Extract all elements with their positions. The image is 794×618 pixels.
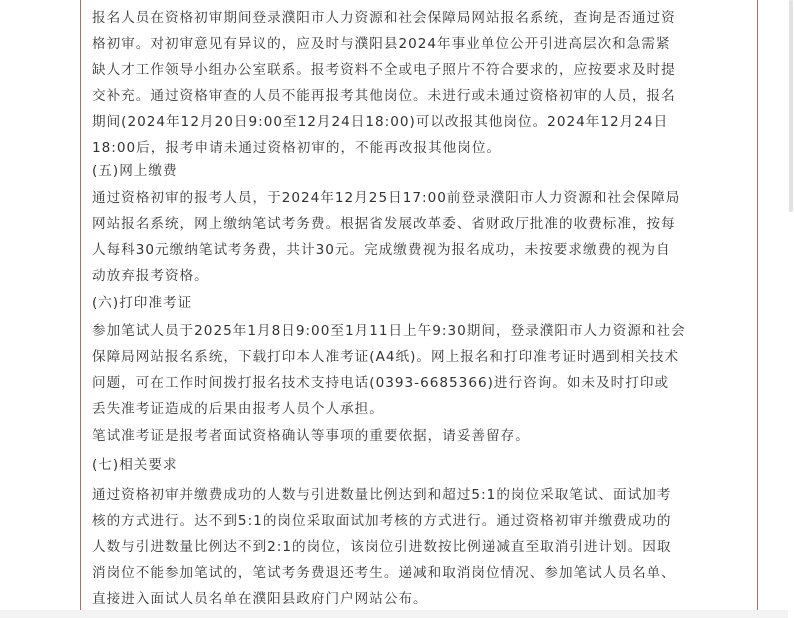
section-heading-requirements (92, 452, 748, 478)
text-line: 通过资格初审的报考人员，于2024年12月25日17:00前登录濮阳市人力资源和社会保障局 (92, 190, 681, 206)
heading-text: (五)网上缴费 (92, 163, 178, 179)
text-line: 格初审。对初审意见有异议的，应及时与濮阳县2024年事业单位公开引进高层次和急需紧 (92, 36, 671, 52)
text-line: 保障局网站报名系统，下载打印本人准考证(A4纸)。网上报名和打印准考证时遇到相关技术 (92, 349, 680, 365)
heading-text: (六)打印准考证 (92, 295, 193, 311)
text-line: 核的方式进行。达不到5:1的岗位采取面试加考核的方式进行。通过资格初审并缴费成功的 (92, 513, 672, 529)
text-line: 参加笔试人员于2025年1月8日9:00至1月11日上午9:30期间，登录濮阳市人力资源和社会 (92, 323, 686, 339)
section-heading-print-admission (92, 290, 748, 316)
text-line: 笔试准考证是报考者面试资格确认等事项的重要依据，请妥善留存。 (92, 428, 530, 444)
text-line: 人每科30元缴纳笔试考务费，共计30元。完成缴费视为报名成功，未按要求缴费的视为自 (92, 242, 671, 258)
text-line: 交补充。通过资格审查的人员不能再报考其他岗位。未进行或未通过资格初审的人员，报名 (92, 88, 676, 104)
text-line: 报名人员在资格初审期间登录濮阳市人力资源和社会保障局网站报名系统，查询是否通过资 (92, 10, 676, 26)
paragraph-requirements (92, 482, 748, 612)
paragraph-online-payment (92, 185, 748, 289)
paragraph-print-admission (92, 318, 748, 422)
text-line: 动放弃报考资格。 (92, 268, 209, 284)
scrollbar-thumb[interactable] (789, 0, 793, 212)
text-line: 网站报名系统，网上缴纳笔试考务费。根据省发展改革委、省财政厅批准的收费标准，按每 (92, 216, 676, 232)
heading-text: (七)相关要求 (92, 457, 178, 473)
content-border-right (757, 0, 758, 610)
text-line: 缺人才工作领导小组办公室联系。报考资料不全或电子照片不符合要求的，应按要求及时提 (92, 62, 676, 78)
text-line: 通过资格初审并缴费成功的人数与引进数量比例达到和超过5:1的岗位采取笔试、面试加考 (92, 487, 672, 503)
text-line: 期间(2024年12月20日9:00至12月24日18:00)可以改报其他岗位。2024年12月24日 (92, 114, 669, 130)
text-line: 18:00后，报考申请未通过资格初审的，不能再改报其他岗位。 (92, 140, 502, 156)
paragraph-keep-admission (92, 423, 748, 449)
content-border-left (80, 0, 81, 610)
text-line: 消岗位不能参加笔试的，笔试考务费退还考生。递减和取消岗位情况、参加笔试人员名单、 (92, 565, 676, 581)
text-line: 直接进入面试人员名单在濮阳县政府门户网站公布。 (92, 591, 428, 607)
text-line: 问题，可在工作时间拨打报名技术支持电话(0393-6685366)进行咨询。如未及时打印或 (92, 375, 670, 391)
section-heading-online-payment (92, 158, 748, 184)
paragraph-review-notice (92, 5, 748, 161)
text-line: 人数与引进数量比例达不到2:1的岗位，该岗位引进数按比例递减直至取消引进计划。因取 (92, 539, 672, 555)
text-line: 丢失准考证造成的后果由报考人员个人承担。 (92, 401, 384, 417)
